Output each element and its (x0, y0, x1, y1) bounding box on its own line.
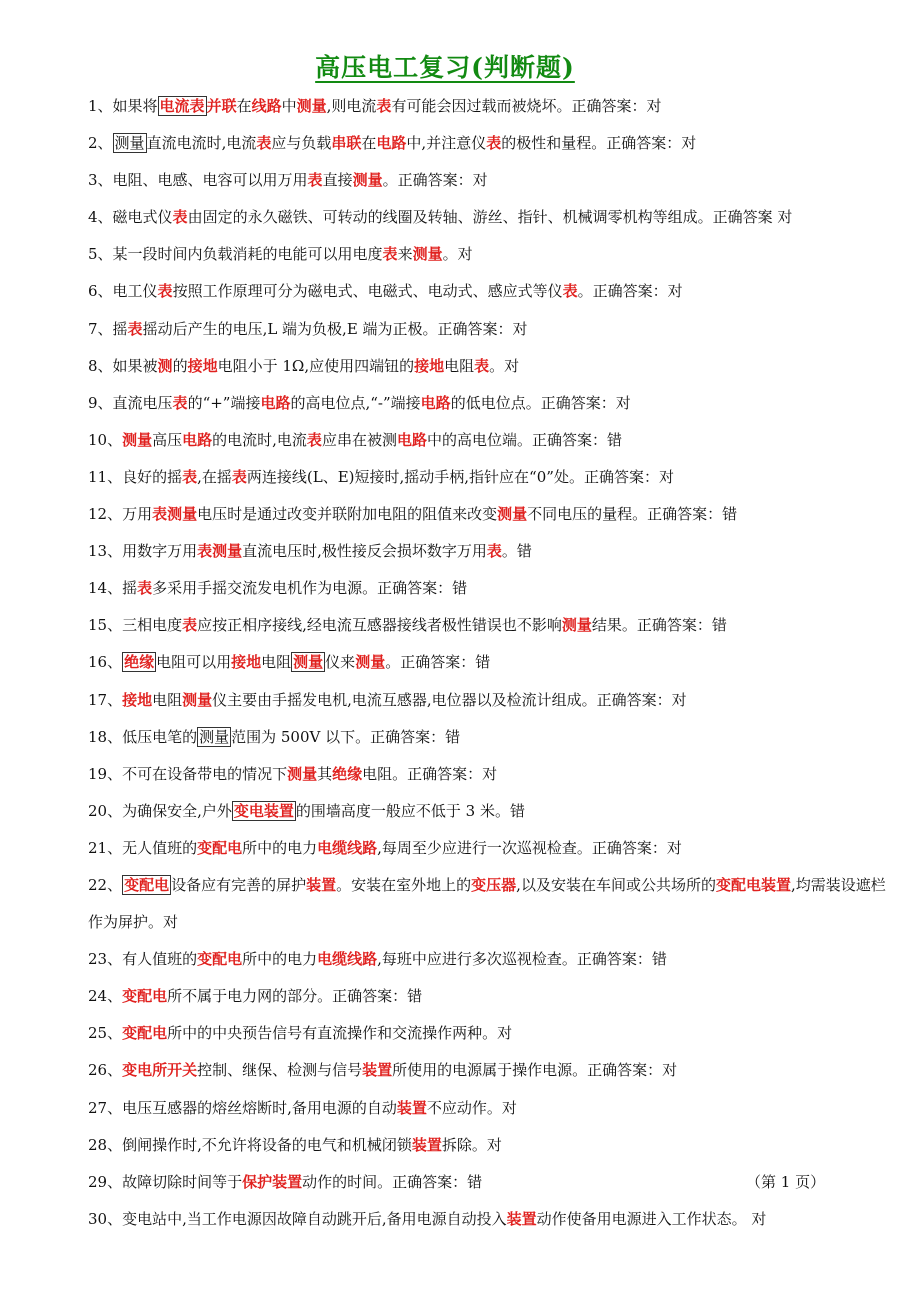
question-text: ,则电流 (326, 97, 377, 115)
highlight-term: 表 (256, 134, 272, 153)
highlight-term: 表 (157, 282, 173, 301)
highlight-term: 电路 (396, 430, 427, 449)
highlight-term: 表 (562, 282, 578, 301)
question-text: 高压 (152, 430, 183, 449)
highlight-term: 表 (172, 393, 188, 412)
question-text: 11、良好的摇 (88, 467, 183, 486)
highlight-term: 保护装置 (242, 1172, 303, 1191)
question-text: 中,并注意仪 (406, 134, 487, 153)
highlight-term: 变压器 (471, 875, 517, 894)
highlight-term: 表 (182, 467, 198, 486)
question-text: 24、 (88, 987, 123, 1006)
highlight-term: 表 (231, 467, 247, 486)
highlight-term: 表 (127, 319, 143, 338)
question-text: 27、电压互感器的熔丝熔断时,备用电源的自动 (88, 1098, 397, 1117)
question-text: 拆除。对 (441, 1135, 502, 1154)
question-text: 的围墙高度一般应不低于 3 米。错 (295, 801, 525, 820)
highlight-term: 测量 (412, 245, 443, 264)
question-text: 在 (236, 97, 252, 115)
question-text: 直流电压时,极性接反会损坏数字万用 (242, 542, 487, 561)
question-item (88, 88, 898, 125)
question-item (88, 385, 898, 422)
highlight-term: 电流表 (159, 97, 205, 115)
highlight-term: 测量 (122, 430, 153, 449)
question-text: 电阻 (261, 653, 292, 672)
highlight-term: 测量 (355, 653, 386, 672)
question-text: 所中的中央预告信号有直流操作和交流操作两种。对 (167, 1024, 513, 1043)
question-text: 2、 (88, 134, 113, 153)
page-title: 高压电工复习(判断题) (315, 53, 575, 82)
question-text: 中 (281, 97, 297, 115)
question-item (88, 348, 898, 385)
question-text: 应串在被测 (321, 430, 397, 449)
question-text: 中的高电位端。正确答案：错 (426, 430, 622, 449)
question-item (88, 1127, 898, 1164)
question-text: 电阻。正确答案：对 (362, 764, 498, 783)
highlight-term: 变配电装置 (715, 875, 791, 894)
question-item (88, 496, 898, 533)
question-text: 4、磁电式仪 (88, 208, 173, 227)
question-text: 的低电位点。正确答案：对 (450, 393, 631, 412)
question-text: 所中的电力 (242, 950, 318, 969)
highlight-term: 表测量 (152, 505, 198, 524)
highlight-term: 变电装置 (233, 801, 294, 820)
question-text: 电压时是通过改变并联附加电阻的阻值来改变 (197, 505, 498, 524)
question-item (88, 978, 898, 1015)
question-text: 不同电压的量程。正确答案：错 (527, 505, 738, 524)
question-text: 控制、继保、检测与信号 (197, 1061, 363, 1080)
question-text: 所中的电力 (242, 838, 318, 857)
highlight-term: 并联 (206, 97, 237, 115)
question-item (88, 162, 898, 199)
highlight-term: 测量 (561, 616, 592, 635)
highlight-term: 测量 (287, 764, 318, 783)
highlight-term: 变配电 (122, 987, 168, 1006)
highlight-term: 表 (182, 616, 198, 635)
question-item (88, 1015, 898, 1052)
highlight-term: 表 (306, 430, 322, 449)
question-item (88, 941, 898, 978)
highlight-term: 电路 (182, 430, 213, 449)
highlight-term: 电路 (420, 393, 451, 412)
question-text: 按照工作原理可分为磁电式、电磁式、电动式、感应式等仪 (172, 282, 563, 301)
highlight-term: 绝缘 (332, 764, 363, 783)
question-text: 。安装在室外地上的 (336, 875, 472, 894)
highlight-term: 测 (157, 356, 173, 375)
highlight-term: 接地 (414, 356, 445, 375)
highlight-term: 表 (474, 356, 490, 375)
highlight-term: 表 (172, 208, 188, 227)
question-text: 29、故障切除时间等于 (88, 1172, 243, 1191)
question-text: 10、 (88, 430, 123, 449)
question-text: 其 (317, 764, 333, 783)
highlight-term: 装置 (396, 1098, 427, 1117)
question-text: 13、用数字万用 (88, 542, 198, 561)
highlight-term: 变配电 (197, 838, 243, 857)
question-text: 设备应有完善的屏护 (171, 875, 307, 894)
highlight-term: 接地 (187, 356, 218, 375)
question-text: 3、电阻、电感、电容可以用万用 (88, 171, 308, 190)
highlight-term: 变配电 (124, 875, 170, 894)
question-text: ,每班中应进行多次巡视检查。正确答案：错 (377, 950, 667, 969)
question-text: 25、 (88, 1024, 123, 1043)
highlight-term: 表 (307, 171, 323, 190)
question-text: 16、 (88, 653, 123, 672)
question-text: 28、倒闸操作时,不允许将设备的电气和机械闭锁 (88, 1135, 412, 1154)
highlight-term: 电路 (260, 393, 291, 412)
question-item (88, 793, 898, 830)
highlight-term: 表 (376, 97, 392, 115)
highlight-term: 绝缘 (124, 653, 155, 672)
question-text: 9、直流电压 (88, 393, 173, 412)
highlight-term: 变配电 (197, 950, 243, 969)
highlight-term: 串联 (331, 134, 362, 153)
highlight-term: 电缆线路 (317, 950, 378, 969)
highlight-term: 电路 (376, 134, 407, 153)
question-text: 仪来 (325, 653, 356, 672)
highlight-term: 电缆线路 (317, 838, 378, 857)
question-text: 范围为 500V 以下。正确答案：错 (231, 727, 461, 746)
question-item (88, 830, 898, 867)
question-text: 有可能会因过载而被烧坏。正确答案：对 (391, 97, 662, 115)
question-text: 电阻 (444, 356, 475, 375)
question-text: 所不属于电力网的部分。正确答案：错 (167, 987, 423, 1006)
question-text: 。正确答案：对 (577, 282, 683, 301)
question-text: 21、无人值班的 (88, 838, 198, 857)
highlight-term: 变配电 (122, 1024, 168, 1043)
question-text: ,在摇 (197, 467, 232, 486)
question-text: 直接 (322, 171, 353, 190)
highlight-term: 变电所开关 (122, 1061, 198, 1080)
question-text: 12、万用 (88, 505, 153, 524)
question-item (88, 867, 898, 941)
question-text: 的极性和量程。正确答案：对 (501, 134, 697, 153)
highlight-term: 表测量 (197, 542, 243, 561)
question-text: 26、 (88, 1061, 123, 1080)
question-text: 在 (361, 134, 377, 153)
question-text: 23、有人值班的 (88, 950, 198, 969)
question-text: 22、 (88, 875, 123, 894)
question-text: 的“+”端接 (187, 393, 261, 412)
question-text: 8、如果被 (88, 356, 158, 375)
question-text: 。对 (442, 245, 473, 264)
highlight-term: 装置 (411, 1135, 442, 1154)
question-text: 。错 (501, 542, 532, 561)
question-list (88, 88, 898, 1238)
highlight-term: 表 (486, 542, 502, 561)
highlight-term: 接地 (231, 653, 262, 672)
question-text: 应按正相序接线,经电流互感器接线者极性错误也不影响 (197, 616, 562, 635)
page-number: （第 1 页） (746, 1173, 826, 1191)
question-item (88, 644, 898, 681)
question-text: 的电流时,电流 (212, 430, 307, 449)
question-item (88, 682, 898, 719)
question-item (88, 273, 898, 310)
question-text: 5、某一段时间内负载消耗的电能可以用电度 (88, 245, 383, 264)
question-text: ,以及安装在车间或公共场所的 (516, 875, 716, 894)
highlight-term: 装置 (306, 875, 337, 894)
question-text: 电阻小于 1Ω,应使用四端钮的 (217, 356, 415, 375)
highlight-term: 测量 (352, 171, 383, 190)
question-text: 由固定的永久磁铁、可转动的线圈及转轴、游丝、指针、机械调零机构等组成。正确答案 对 (187, 208, 793, 227)
question-item (88, 125, 898, 162)
question-text: 18、低压电笔的 (88, 727, 198, 746)
question-item (88, 1052, 898, 1089)
question-text: 17、 (88, 690, 123, 709)
question-text: 14、摇 (88, 579, 138, 598)
highlight-term: 线路 (251, 97, 282, 115)
question-text: 6、电工仪 (88, 282, 158, 301)
question-text: 15、三相电度 (88, 616, 183, 635)
question-text: 多采用手摇交流发电机作为电源。正确答案：错 (152, 579, 468, 598)
highlight-term: 测量 (497, 505, 528, 524)
highlight-term: 测量 (199, 727, 230, 746)
question-item (88, 236, 898, 273)
highlight-term: 测量 (114, 134, 145, 153)
question-text: 30、变电站中,当工作电源因故障自动跳开后,备用电源自动投入 (88, 1209, 507, 1228)
question-text: 电阻可以用 (156, 653, 232, 672)
question-text: 摇动后产生的电压,L 端为负极,E 端为正极。正确答案：对 (142, 319, 528, 338)
question-item (88, 1090, 898, 1127)
highlight-term: 测量 (293, 653, 324, 672)
question-text: 不应动作。对 (426, 1098, 517, 1117)
highlight-term: 接地 (122, 690, 153, 709)
highlight-term: 测量 (182, 690, 213, 709)
highlight-term: 装置 (362, 1061, 393, 1080)
highlight-term: 测量 (296, 97, 327, 115)
question-text: 动作的时间。正确答案：错 (302, 1172, 483, 1191)
question-text: 应与负载 (271, 134, 332, 153)
question-text: 动作使备用电源进入工作状态。 对 (536, 1209, 767, 1228)
question-item (88, 756, 898, 793)
question-text: 电阻 (152, 690, 183, 709)
question-text: 。正确答案：对 (382, 171, 488, 190)
question-text: 直流电流时,电流 (146, 134, 257, 153)
question-text: 两连接线(L、E)短接时,摇动手柄,指针应在“0”处。正确答案：对 (246, 467, 674, 486)
question-item (88, 422, 898, 459)
question-text: 7、摇 (88, 319, 128, 338)
highlight-term: 表 (137, 579, 153, 598)
question-text: ,均需装设遮栏作为屏护。对 (88, 875, 886, 932)
question-text: 20、为确保安全,户外 (88, 801, 232, 820)
question-item (88, 199, 898, 236)
question-item (88, 311, 898, 348)
question-text: 仪主要由手摇发电机,电流互感器,电位器以及检流计组成。正确答案：对 (212, 690, 687, 709)
question-item (88, 459, 898, 496)
question-text: 结果。正确答案：错 (591, 616, 727, 635)
question-item (88, 533, 898, 570)
question-text: 。正确答案：错 (385, 653, 491, 672)
question-item (88, 719, 898, 756)
question-item (88, 570, 898, 607)
question-text: ,每周至少应进行一次巡视检查。正确答案：对 (377, 838, 682, 857)
question-text: 的 (172, 356, 188, 375)
highlight-term: 表 (486, 134, 502, 153)
question-text: 的高电位点,“-”端接 (290, 393, 421, 412)
question-text: 19、不可在设备带电的情况下 (88, 764, 288, 783)
question-text: 来 (397, 245, 413, 264)
question-item (88, 607, 898, 644)
highlight-term: 装置 (506, 1209, 537, 1228)
question-text: 所使用的电源属于操作电源。正确答案：对 (392, 1061, 678, 1080)
question-item (88, 1201, 898, 1238)
question-text: 。对 (489, 356, 520, 375)
highlight-term: 表 (382, 245, 398, 264)
question-text: 1、如果将 (88, 97, 158, 115)
